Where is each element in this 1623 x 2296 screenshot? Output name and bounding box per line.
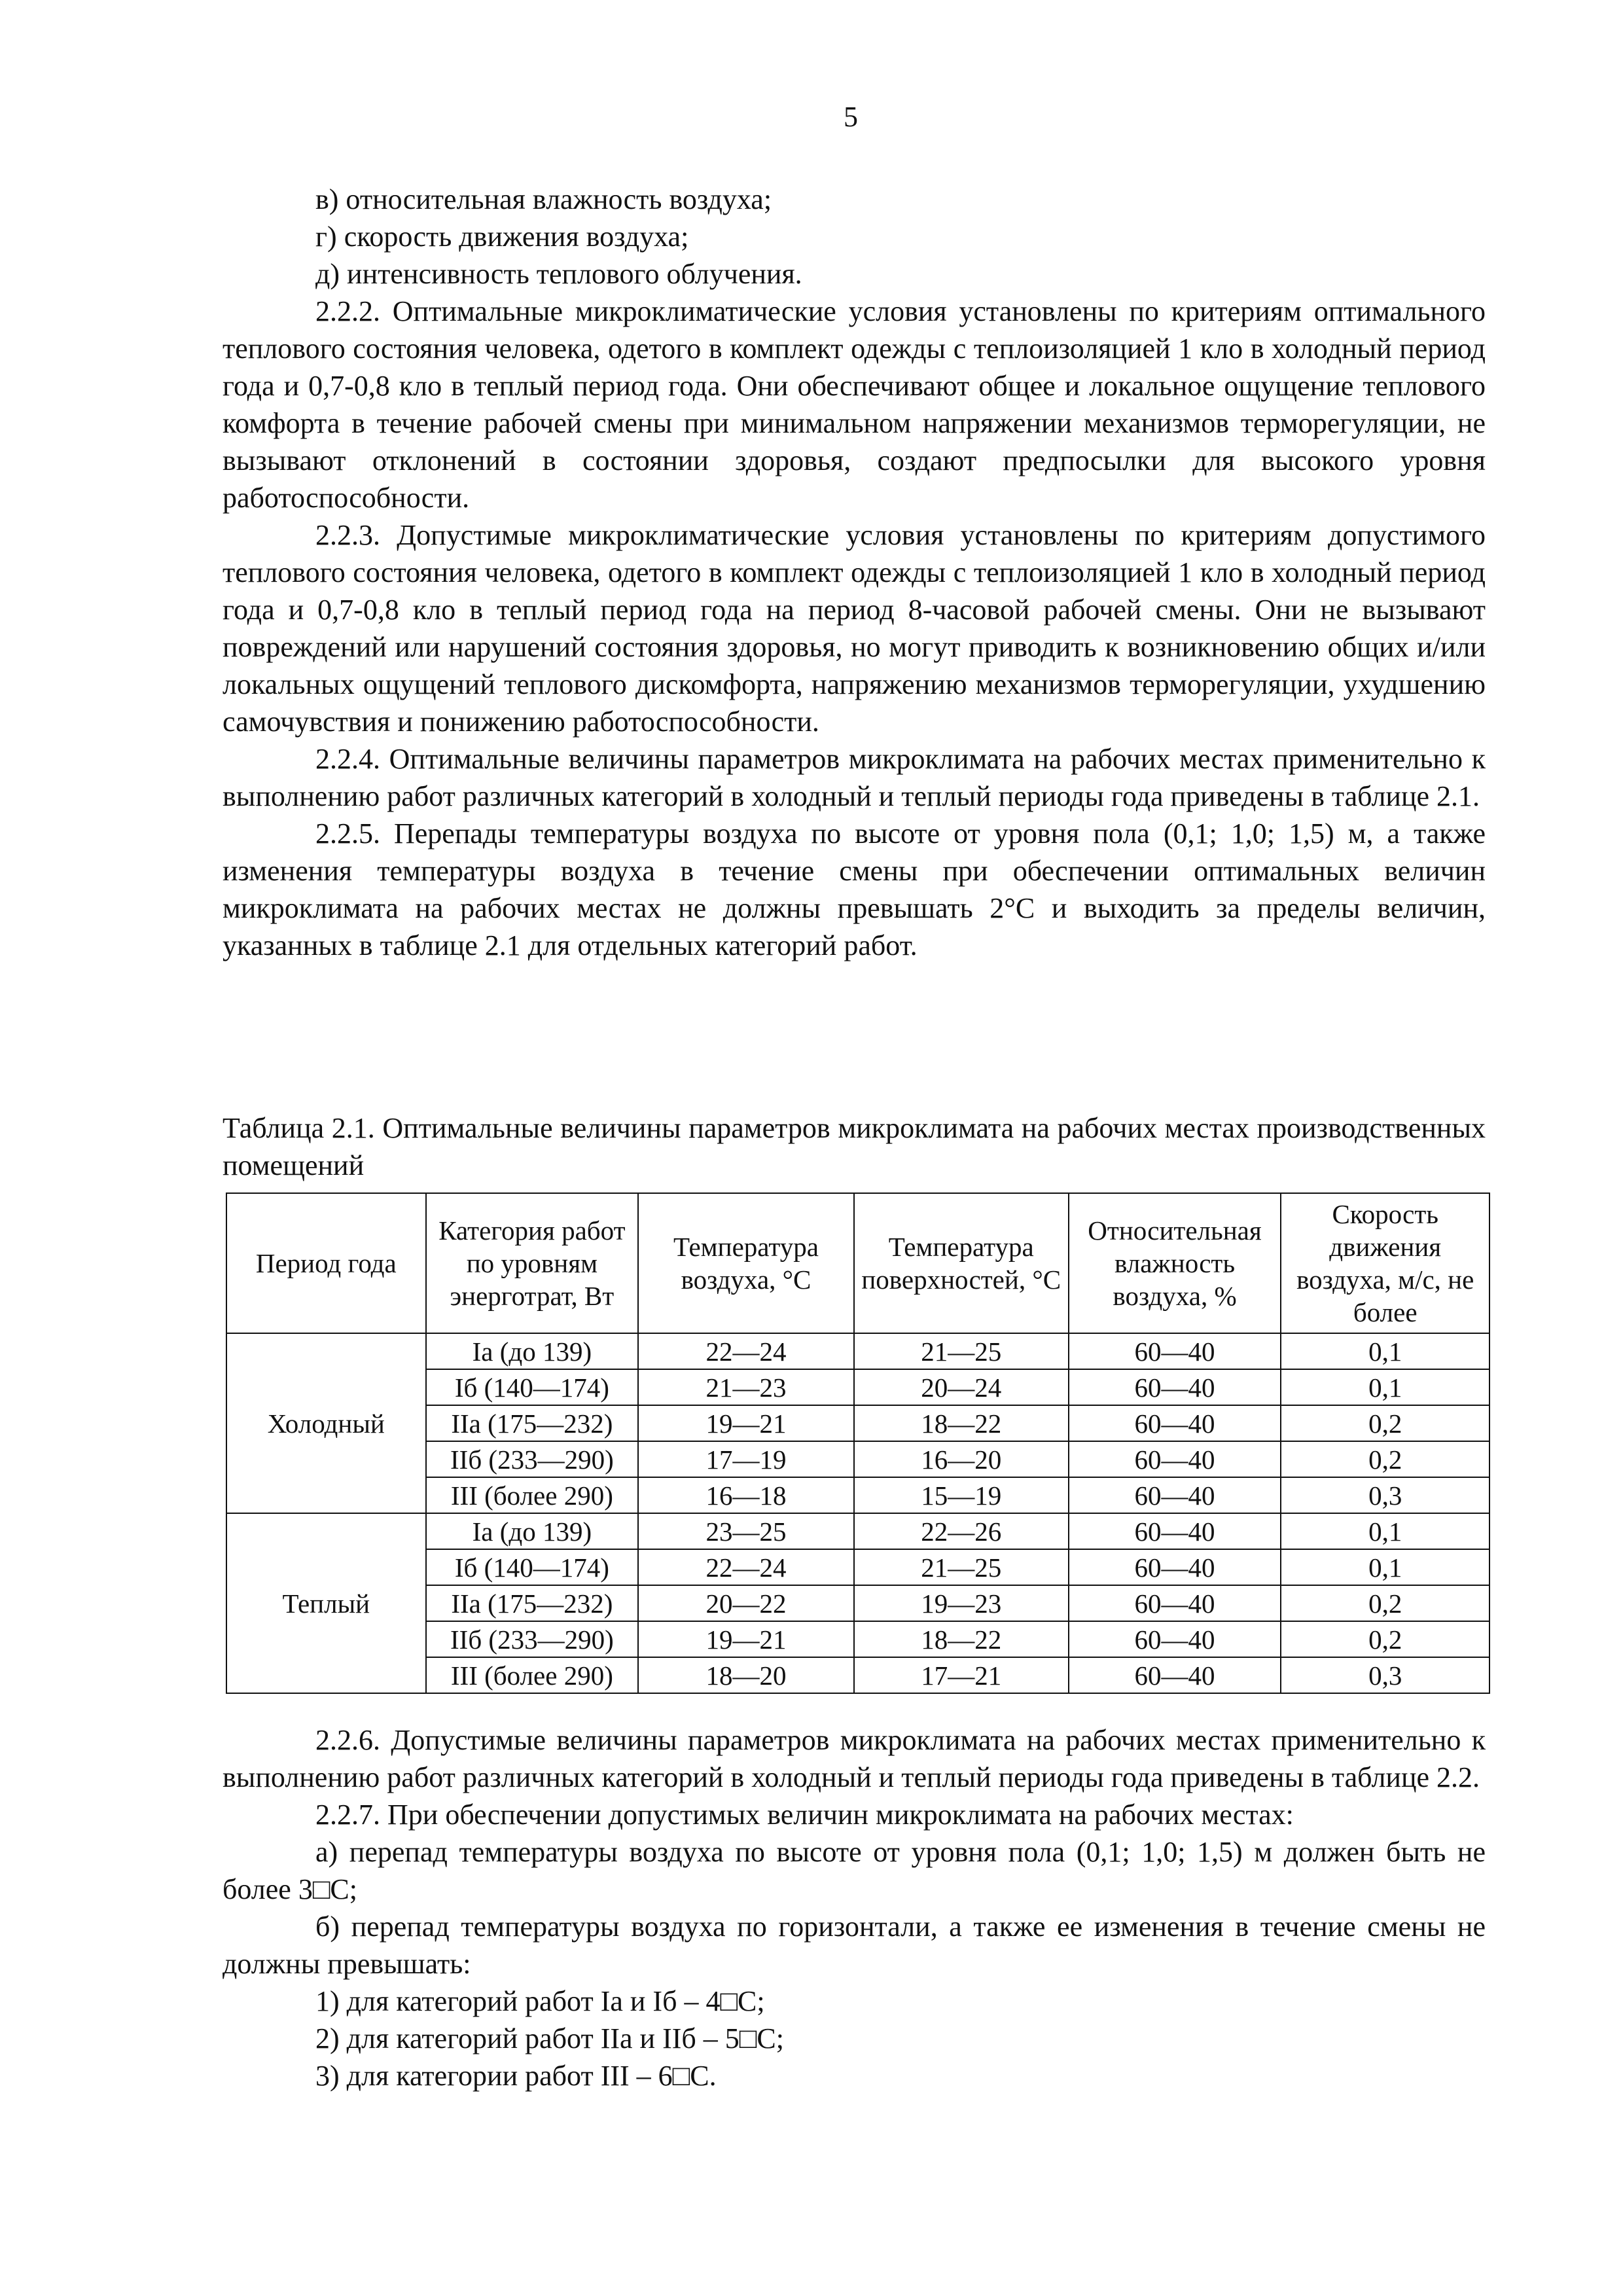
category-cell: IIа (175—232): [426, 1405, 639, 1441]
humidity-cell: 60—40: [1069, 1405, 1281, 1441]
air-temperature-cell: 18—20: [638, 1657, 854, 1693]
humidity-cell: 60—40: [1069, 1621, 1281, 1657]
humidity-cell: 60—40: [1069, 1369, 1281, 1405]
table-caption: Таблица 2.1. Оптимальные величины параметров микроклимата на рабочих местах производственных помещений: [223, 1112, 1486, 1181]
humidity-cell: 60—40: [1069, 1549, 1281, 1585]
air-speed-cell: 0,1: [1281, 1513, 1489, 1549]
header-humidity: Относительная влажность воздуха, %: [1069, 1193, 1281, 1333]
item-3: 3) для категории работ III – 6□C.: [315, 2060, 717, 2092]
category-cell: IIб (233—290): [426, 1441, 639, 1477]
surface-temperature-cell: 21—25: [854, 1333, 1069, 1369]
category-cell: Iб (140—174): [426, 1369, 639, 1405]
surface-temperature-cell: 17—21: [854, 1657, 1069, 1693]
category-cell: Iа (до 139): [426, 1513, 639, 1549]
humidity-cell: 60—40: [1069, 1441, 1281, 1477]
category-cell: Iа (до 139): [426, 1333, 639, 1369]
table-body: [226, 1333, 1489, 1693]
page-number: 5: [844, 101, 858, 133]
list-item-g: г) скорость движения воздуха;: [315, 221, 689, 253]
paragraph-2-2-2: 2.2.2. Оптимальные микроклиматические условия установлены по критериям оптимального теплового состояния человека, одетого в комплект одежды с теплоизоляцией 1 кло в холодный период года и 0,7-0,8 кло в теплый период года. Они обеспечивают общее и локальное ощущение теплового комфорта в течение рабочей смены при минимальном напряжении механизмов терморегуляции, не вызывают отклонений в состоянии здоровья, создают предпосылки для высокого уровня работоспособности.: [223, 295, 1486, 514]
air-speed-cell: 0,1: [1281, 1333, 1489, 1369]
period-cell: Холодный: [226, 1333, 426, 1513]
humidity-cell: 60—40: [1069, 1513, 1281, 1549]
table-row: [226, 1333, 1489, 1369]
category-cell: Iб (140—174): [426, 1549, 639, 1585]
list-item-d: д) интенсивность теплового облучения.: [315, 258, 802, 290]
humidity-cell: 60—40: [1069, 1477, 1281, 1513]
surface-temperature-cell: 19—23: [854, 1585, 1069, 1621]
surface-temperature-cell: 15—19: [854, 1477, 1069, 1513]
humidity-cell: 60—40: [1069, 1585, 1281, 1621]
surface-temperature-cell: 21—25: [854, 1549, 1069, 1585]
category-cell: III (более 290): [426, 1477, 639, 1513]
air-speed-cell: 0,1: [1281, 1549, 1489, 1585]
table-row: [226, 1513, 1489, 1549]
air-temperature-cell: 16—18: [638, 1477, 854, 1513]
table-header-row: [226, 1193, 1489, 1333]
air-temperature-cell: 20—22: [638, 1585, 854, 1621]
air-speed-cell: 0,2: [1281, 1441, 1489, 1477]
list-item-v: в) относительная влажность воздуха;: [315, 183, 772, 215]
air-temperature-cell: 23—25: [638, 1513, 854, 1549]
surface-temperature-cell: 20—24: [854, 1369, 1069, 1405]
period-cell: Теплый: [226, 1513, 426, 1693]
surface-temperature-cell: 18—22: [854, 1405, 1069, 1441]
header-period: Период года: [226, 1193, 426, 1333]
item-b: б) перепад температуры воздуха по горизонтали, а также ее изменения в течение смены не должны превышать:: [223, 1910, 1486, 1980]
microclimate-table: [226, 1193, 1490, 1694]
air-temperature-cell: 19—21: [638, 1405, 854, 1441]
air-speed-cell: 0,2: [1281, 1621, 1489, 1657]
item-a: а) перепад температуры воздуха по высоте от уровня пола (0,1; 1,0; 1,5) м должен быть не более 3□C;: [223, 1836, 1486, 1905]
air-speed-cell: 0,3: [1281, 1657, 1489, 1693]
air-temperature-cell: 19—21: [638, 1621, 854, 1657]
item-2: 2) для категорий работ IIа и IIб – 5□C;: [315, 2022, 784, 2054]
header-surface-temperature: Температура поверхностей, °C: [854, 1193, 1069, 1333]
header-air-speed: Скорость движения воздуха, м/с, не более: [1281, 1193, 1489, 1333]
paragraph-2-2-6: 2.2.6. Допустимые величины параметров микроклимата на рабочих местах применительно к выполнению работ различных категорий в холодный и теплый периоды года приведены в таблице 2.2.: [223, 1724, 1486, 1793]
header-air-temperature: Температура воздуха, °C: [638, 1193, 854, 1333]
paragraph-2-2-4: 2.2.4. Оптимальные величины параметров микроклимата на рабочих местах применительно к выполнению работ различных категорий в холодный и теплый периоды года приведены в таблице 2.1.: [223, 743, 1486, 812]
air-speed-cell: 0,3: [1281, 1477, 1489, 1513]
surface-temperature-cell: 18—22: [854, 1621, 1069, 1657]
lower-text-block: [223, 1721, 1486, 2094]
header-category: Категория работ по уровням энерготрат, Вт: [426, 1193, 639, 1333]
upper-text-block: [223, 181, 1486, 964]
surface-temperature-cell: 22—26: [854, 1513, 1069, 1549]
surface-temperature-cell: 16—20: [854, 1441, 1069, 1477]
air-temperature-cell: 22—24: [638, 1333, 854, 1369]
air-temperature-cell: 17—19: [638, 1441, 854, 1477]
humidity-cell: 60—40: [1069, 1333, 1281, 1369]
air-temperature-cell: 22—24: [638, 1549, 854, 1585]
category-cell: IIа (175—232): [426, 1585, 639, 1621]
category-cell: IIб (233—290): [426, 1621, 639, 1657]
humidity-cell: 60—40: [1069, 1657, 1281, 1693]
item-1: 1) для категорий работ Iа и Iб – 4□C;: [315, 1985, 765, 2017]
air-speed-cell: 0,2: [1281, 1405, 1489, 1441]
air-speed-cell: 0,2: [1281, 1585, 1489, 1621]
category-cell: III (более 290): [426, 1657, 639, 1693]
air-temperature-cell: 21—23: [638, 1369, 854, 1405]
air-speed-cell: 0,1: [1281, 1369, 1489, 1405]
paragraph-2-2-3: 2.2.3. Допустимые микроклиматические условия установлены по критериям допустимого теплового состояния человека, одетого в комплект одежды с теплоизоляцией 1 кло в холодный период года и 0,7-0,8 кло в теплый период года на период 8-часовой рабочей смены. Они не вызывают повреждений или нарушений состояния здоровья, но могут приводить к возникновению общих и/или локальных ощущений теплового дискомфорта, напряжению механизмов терморегуляции, ухудшению самочувствия и понижению работоспособности.: [223, 519, 1486, 738]
paragraph-2-2-7: 2.2.7. При обеспечении допустимых величин микроклимата на рабочих местах:: [315, 1799, 1294, 1831]
paragraph-2-2-5: 2.2.5. Перепады температуры воздуха по высоте от уровня пола (0,1; 1,0; 1,5) м, а также изменения температуры воздуха в течение смены при обеспечении оптимальных величин микроклимата на рабочих местах не должны превышать 2°C и выходить за пределы величин, указанных в таблице 2.1 для отдельных категорий работ.: [223, 817, 1486, 961]
